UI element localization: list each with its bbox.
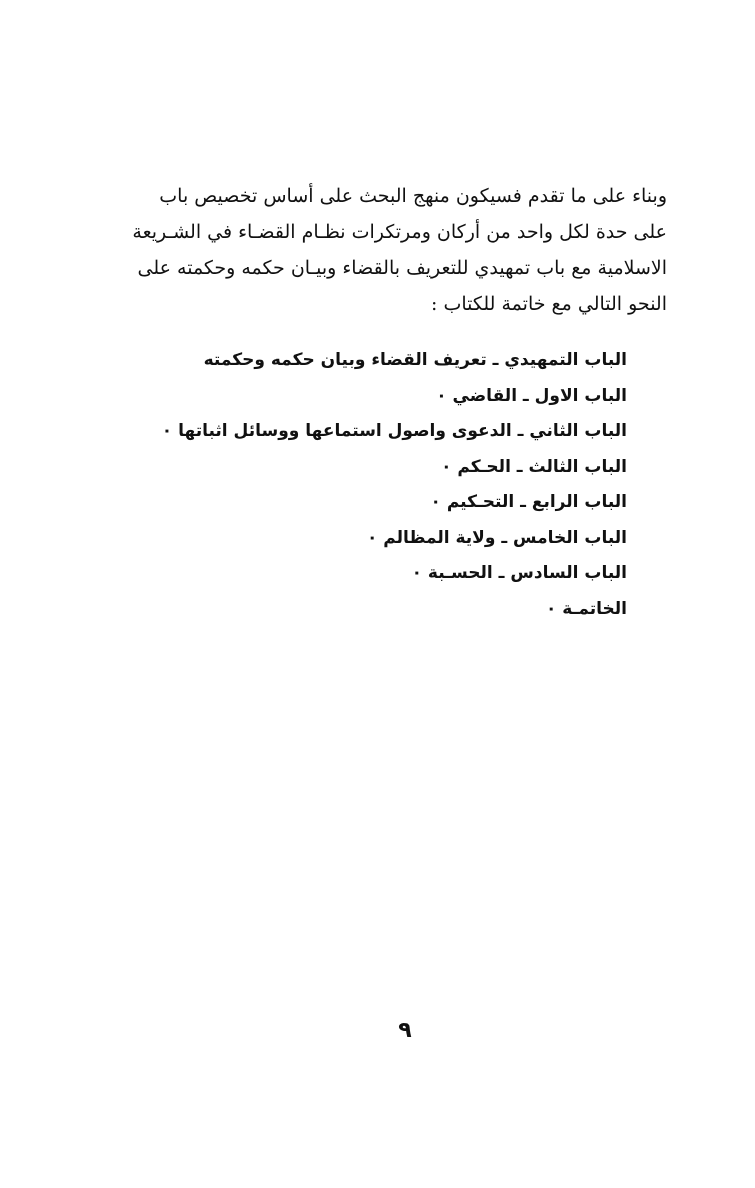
chapter-item-1: الباب الاول ـ القاضي ٠ [436, 385, 627, 406]
intro-line: الاسلامية مع باب تمهيدي للتعريف بالقضاء وبيـان حكمه وحكمته على [137, 257, 667, 279]
intro-line: النحو التالي مع خاتمة للكتاب : [431, 293, 667, 315]
chapter-item-2: الباب الثاني ـ الدعوى واصول استماعها ووسائل اثباتها ٠ [161, 421, 627, 441]
intro-paragraph [132, 178, 667, 322]
chapter-item-preliminary: الباب التمهيدي ـ تعريف القضاء وبيان حكمه وحكمته [203, 350, 627, 370]
chapter-item-3: الباب الثالث ـ الحـكم ٠ [441, 456, 627, 477]
intro-line: وبناء على ما تقدم فسيكون منهج البحث على أساس تخصيص باب [159, 185, 667, 207]
intro-line: على حدة لكل واحد من أركان ومرتكرات نظـام القضـاء في الشـريعة [132, 221, 667, 243]
chapter-list [157, 343, 627, 627]
page-number: ٩ [398, 1018, 412, 1043]
chapter-item-conclusion: الخاتمـة ٠ [545, 598, 627, 619]
chapter-item-6: الباب السادس ـ الحسـبة ٠ [411, 563, 627, 583]
chapter-item-5: الباب الخامس ـ ولاية المظالم ٠ [367, 527, 627, 548]
chapter-item-4: الباب الرابع ـ التحـكيم ٠ [430, 492, 627, 512]
